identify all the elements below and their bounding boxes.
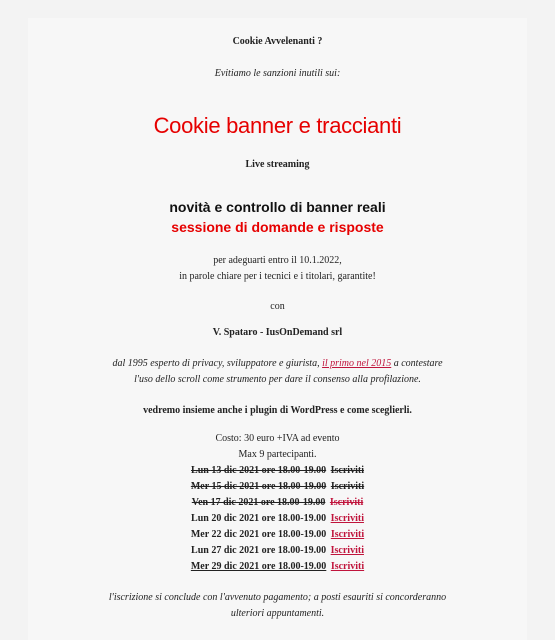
session-signup-disabled: Iscriviti [330,481,365,492]
session-signup-link[interactable]: Iscriviti [330,545,364,556]
bio-line-2: l'uso dello scroll come strumento per dare il consenso alla profilazione. [134,374,421,385]
intro-text: Evitiamo le sanzioni inutili sui: [214,68,341,79]
session-schedule: Lun 20 dic 2021 ore 18.00-19.00 [191,513,327,524]
session-signup-link[interactable]: Iscriviti [330,513,364,524]
with-label: con [270,301,285,312]
speaker-name: V. Spataro - IusOnDemand srl [212,327,343,338]
main-title: Cookie banner e traccianti [153,113,402,138]
session-signup-link[interactable]: Iscriviti [330,561,365,572]
topic-line-2: sessione di domande e risposte [171,219,384,235]
purpose-line-1: per adeguarti entro il 10.1.2022, [213,255,342,266]
footer-line-2: ulteriori appuntamenti. [230,608,325,619]
plugins-note: vedremo insieme anche i plugin di WordPress e come sceglierli. [143,405,412,416]
first-in-2015-link[interactable]: il primo nel 2015 [322,358,392,369]
session-signup-link[interactable]: Iscriviti [330,529,365,540]
session-row-4 [0,511,555,527]
session-schedule: Mer 15 dic 2021 ore 18.00-19.00 [190,481,327,492]
session-row-2 [0,479,555,495]
bio-text-1: dal 1995 esperto di privacy, sviluppatore e giurista, [112,358,320,369]
session-row-5 [0,527,555,543]
purpose-line-2: in parole chiare per i tecnici e i titolari, garantite! [179,271,376,282]
session-schedule: Mer 22 dic 2021 ore 18.00-19.00 [190,529,327,540]
topic-line-1: novità e controllo di banner reali [169,199,386,215]
session-schedule: Lun 13 dic 2021 ore 18.00-19.00 [191,465,327,476]
live-streaming-label: Live streaming [245,159,310,170]
session-row-3 [0,495,555,511]
cost-line: Costo: 30 euro +IVA ad evento [215,433,340,444]
top-title: Cookie Avvelenanti ? [232,36,323,47]
session-signup-link[interactable]: Iscriviti [329,497,364,508]
session-signup-disabled: Iscriviti [330,465,364,476]
session-list [0,463,555,575]
session-row-1 [0,463,555,479]
max-participants: Max 9 partecipanti. [238,449,317,460]
bio-text-2: a contestare [393,358,443,369]
session-row-7 [0,559,555,575]
session-schedule: Ven 17 dic 2021 ore 18.00-19.00 [191,497,326,508]
bio-line-1 [0,357,555,371]
session-schedule: Lun 27 dic 2021 ore 18.00-19.00 [191,545,327,556]
session-schedule: Mer 29 dic 2021 ore 18.00-19.00 [190,561,327,572]
footer-line-1: l'iscrizione si conclude con l'avvenuto pagamento; a posti esauriti si concorderanno [108,592,447,603]
session-row-6 [0,543,555,559]
